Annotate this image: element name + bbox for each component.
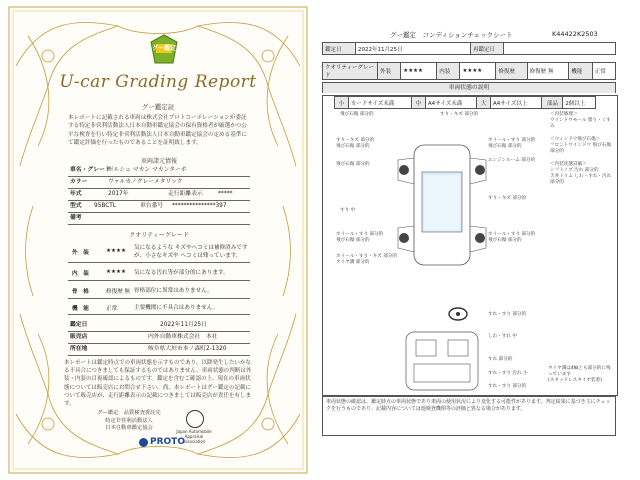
quality-row-exterior [68,242,250,263]
comment: 主要機関に不具合はありません。 [134,305,219,311]
value: 岐阜県大垣市本ノ森町2-1320 [148,346,227,352]
quality-row-interior [68,264,250,281]
bottom-note: 車両状態の確認は、鑑定時点の車両状態であり車両の使用状況により変化する可能性があります。判定結果に基づき主にチェックを行うものであり、記載内容については他検査機関等の評価と異なる場合があります。 [322,396,616,436]
func-value: 正常 [592,63,615,80]
note-interior-4: すれ・すり 汚れ 小 [488,371,528,376]
note-interior-5: すれ・すり 部分的 [488,384,527,389]
label: カラー [70,179,88,185]
label: 外 装 [72,250,89,256]
comment: 骨格部位に異常はありません。 [134,288,213,294]
label: 骨 格 [72,289,89,295]
note-interior-3: すれ 部分的 [488,357,513,362]
size-parts-label: 部品 [542,97,563,109]
rank: 正常 [106,306,118,312]
note-right-5: ホイール・すり 部分的 飛び石傷 部分的 [488,232,536,244]
car-exterior-diagram [392,140,492,270]
state-title: 車両状態の説明 [322,82,616,93]
label: 所在地 [70,346,88,352]
size-large-label: 大 [477,97,491,109]
note-left-3: 飛び石傷 部分的 [336,162,370,167]
steering-wheel-icon [448,306,468,322]
certificate-title: U-car Grading Report [59,72,257,92]
logo-text: グー鑑定 [151,45,176,52]
certificate-subtitle: グー鑑定証 [141,103,175,111]
quality-section-heading: クオリティーグレード [129,232,189,239]
value: ***** [218,191,233,197]
size-large-value: A4サイズ以上 [491,97,542,109]
note-right-4: すり・キズ 部分的 [488,196,527,201]
note-left-2: すり・キズ 部分的 飛び石傷 部分的 [336,138,375,150]
rank: ★★★★ [106,248,127,254]
vehicle-remarks-row [68,212,250,225]
rank: 修復歴 無 [106,289,131,295]
label: 販売店 [70,334,88,340]
repair-label: 修復歴 [496,63,527,80]
quality-row-frame [68,282,250,299]
value: ポルシェ マカン マカンターボ [108,167,187,173]
date-label: 鑑定日 [323,43,356,55]
proto-logo-icon [139,438,148,447]
note-left-4: すり 中 [340,208,356,213]
grade-table [322,62,616,80]
size-mid-value: A4サイズ未満 [425,97,476,109]
jaaa-caption: Japan Automobile Appraisal Association [176,429,212,444]
value: 95BCTL [94,203,117,209]
note-right-1: すり・キズ 部分的 [440,112,479,117]
ext-label: 外装 [378,63,401,80]
note-left-1: 飛び石傷 部分的 [340,112,374,117]
comment: 気になるような キズやへコミは補修済みですが、小さなキズや へコミは残っています。 [134,245,248,259]
func-label: 機能 [569,63,592,80]
sheet-code: K44422K2503 [552,30,598,38]
note-left-6: ホイール・すり・キズ 部分的 タイヤ溝 部分的 [336,254,397,266]
redate-label: 再鑑定日 [471,43,504,55]
tire-note: タイヤ溝は4輪とも部分的に残っています (スタッドレスタイヤ装着) [548,366,611,384]
label: 車台番号 [140,203,164,209]
size-mid-label: 中 [412,97,426,109]
footer-organization: グー鑑定 品質検査委託先 特定非営利活動法人 日本自動車鑑定協会 [97,410,161,432]
note-right-3: エンジンルーム 部分的 [488,158,536,163]
jaaa-emblem [186,410,204,428]
int-value: ★★★★ [460,63,496,80]
comment: 気になる汚れ等が部分的にあります。 [134,270,229,276]
note-right-2: ホイール・すり 部分的 飛び石傷 部分的 [488,138,536,150]
int-label: 内装 [437,63,460,80]
grade-label: クオリティーグレード [323,63,378,80]
repair-value: 修復歴 無 [527,63,569,80]
label: 年式 [70,191,82,197]
size-small-value: カードサイズ未満 [348,97,411,109]
sheet-title: グー鑑定 コンディションチェックシート [390,31,513,39]
proto-logo: PROTO [150,437,185,447]
date-value: 2022年11月25日 [356,43,471,55]
extra-notes: ＜内装修理＞ ウインドウモール 曇り・くすみ ＜ウィンドウ飛び石傷＞ フロントウインドウ 飛び石傷 部分的 ＜内装状態詳細＞ シフトノブ 汚れ 部分的 天井トリム しわ・すれ・汚れ 部分的 [550,112,612,186]
grading-certificate [8,6,308,474]
vehicle-section-heading: 車両諸元情報 [140,158,177,165]
size-legend [334,96,596,109]
label: 車名・グレード [70,167,111,173]
value: ヴァルカノグレーメタリック [108,179,183,185]
label: 鑑定日 [70,322,88,328]
ext-value: ★★★★ [401,63,437,80]
label: 型式 [70,203,82,209]
label: 備考 [70,215,82,221]
redate-value [504,43,616,55]
car-interior-diagram [400,330,484,392]
disclaimer-text: 本レポートは鑑定時点での車両状態を示すものであり、以降発生したいかなる不具合につきましても保証するものではありません。車両状態の判断は外装・内装の目視確認によるものです。鑑定を含むご確認の上、現在の車両状態については販売店にお問合せ下さい。尚、本レポートはグー鑑定の記載について販売店が、走行距離表示の記載につきましては販売店が責任を有します。 [64,360,252,408]
note-interior-2: しわ・すれ 中 [488,334,518,339]
value: ***************397 [172,203,227,209]
date-table [322,42,616,55]
intro-text: 本レポートに記載される車両は株式会社プロトコーポレーションが委託する特定非営利活動法人日本自動車鑑定協会の保有資格者が厳選かつ公平な検査を行い特定非営利活動法人日本自動車鑑定協会の定める基準にて鑑定評価を行ったものであることを証明致します。 [68,115,248,147]
note-left-5: ホイール・すり 部分的 飛び石傷 部分的 [336,232,384,244]
label: 機 能 [72,306,89,312]
quality-row-function [68,300,250,315]
label: 走行距離表示 [168,191,203,197]
note-interior-1: すれ・すり 部分的 [488,312,527,317]
value: 内外自動車株式会社 本社 [148,334,218,340]
rank: ★★★★ [106,269,127,275]
label: 内 装 [72,271,89,277]
size-parts-value: 2個以上 [563,97,596,109]
value: 2017年 [108,191,129,197]
size-small-label: 小 [335,97,349,109]
address-row [68,343,250,356]
value: 2022年11月25日 [160,322,207,328]
